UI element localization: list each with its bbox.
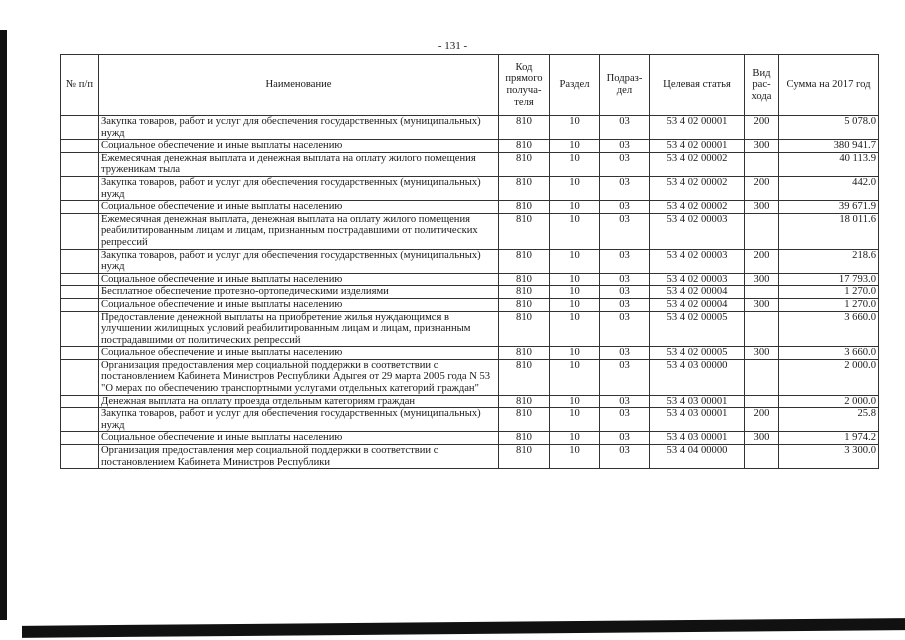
cell-name: Социальное обеспечение и иные выплаты населению	[99, 298, 499, 311]
cell-article: 53 4 02 00002	[650, 201, 745, 214]
cell-code: 810	[499, 445, 550, 469]
cell-expense	[745, 311, 779, 347]
cell-subsection: 03	[600, 286, 650, 299]
cell-expense	[745, 359, 779, 395]
cell-subsection: 03	[600, 395, 650, 408]
cell-article: 53 4 03 00000	[650, 359, 745, 395]
cell-name: Ежемесячная денежная выплата и денежная выплата на оплату жилого помещения труженикам тыла	[99, 152, 499, 176]
cell-sum: 18 011.6	[779, 213, 879, 249]
cell-name: Закупка товаров, работ и услуг для обеспечения государственных (муниципальных) нужд	[99, 408, 499, 432]
cell-num	[61, 408, 99, 432]
cell-code: 810	[499, 395, 550, 408]
cell-num	[61, 116, 99, 140]
cell-num	[61, 432, 99, 445]
cell-code: 810	[499, 116, 550, 140]
header-num: № п/п	[61, 55, 99, 116]
table-row	[61, 201, 879, 214]
cell-name: Социальное обеспечение и иные выплаты населению	[99, 432, 499, 445]
cell-subsection: 03	[600, 445, 650, 469]
table-row	[61, 347, 879, 360]
cell-code: 810	[499, 311, 550, 347]
cell-sum: 3 300.0	[779, 445, 879, 469]
cell-code: 810	[499, 359, 550, 395]
cell-section: 10	[550, 176, 600, 200]
cell-subsection: 03	[600, 347, 650, 360]
cell-code: 810	[499, 201, 550, 214]
cell-name: Ежемесячная денежная выплата, денежная выплата на оплату жилого помещения реабилитированным лицам и лицам, признанным пострадавшими от политических репрессий	[99, 213, 499, 249]
cell-section: 10	[550, 286, 600, 299]
cell-sum: 2 000.0	[779, 359, 879, 395]
cell-expense: 300	[745, 140, 779, 153]
table-row	[61, 432, 879, 445]
cell-subsection: 03	[600, 201, 650, 214]
cell-num	[61, 286, 99, 299]
cell-section: 10	[550, 201, 600, 214]
cell-section: 10	[550, 408, 600, 432]
cell-sum: 442.0	[779, 176, 879, 200]
cell-num	[61, 298, 99, 311]
cell-sum: 380 941.7	[779, 140, 879, 153]
cell-subsection: 03	[600, 408, 650, 432]
cell-article: 53 4 03 00001	[650, 432, 745, 445]
cell-expense	[745, 213, 779, 249]
cell-num	[61, 273, 99, 286]
cell-expense: 200	[745, 116, 779, 140]
cell-name: Социальное обеспечение и иные выплаты населению	[99, 140, 499, 153]
table-row	[61, 445, 879, 469]
cell-name: Денежная выплата на оплату проезда отдельным категориям граждан	[99, 395, 499, 408]
cell-section: 10	[550, 249, 600, 273]
cell-sum: 3 660.0	[779, 311, 879, 347]
cell-article: 53 4 03 00001	[650, 395, 745, 408]
cell-name: Организация предоставления мер социальной поддержки в соответствии с постановлением Кабинета Министров Республики Адыгея от 29 марта 2005 года N 53 "О мерах по обеспечению транспортными услугами отдельных категорий граждан"	[99, 359, 499, 395]
cell-num	[61, 395, 99, 408]
cell-section: 10	[550, 445, 600, 469]
cell-sum: 1 270.0	[779, 286, 879, 299]
cell-name: Социальное обеспечение и иные выплаты населению	[99, 347, 499, 360]
table-row	[61, 395, 879, 408]
page-number: - 131 -	[437, 40, 468, 52]
cell-sum: 1 974.2	[779, 432, 879, 445]
cell-sum: 25.8	[779, 408, 879, 432]
cell-sum: 1 270.0	[779, 298, 879, 311]
cell-sum: 39 671.9	[779, 201, 879, 214]
table-row	[61, 213, 879, 249]
cell-code: 810	[499, 408, 550, 432]
cell-num	[61, 249, 99, 273]
cell-sum: 3 660.0	[779, 347, 879, 360]
cell-article: 53 4 04 00000	[650, 445, 745, 469]
cell-section: 10	[550, 432, 600, 445]
cell-expense: 200	[745, 408, 779, 432]
cell-article: 53 4 02 00003	[650, 249, 745, 273]
cell-expense	[745, 395, 779, 408]
cell-code: 810	[499, 176, 550, 200]
cell-sum: 2 000.0	[779, 395, 879, 408]
scan-edge-bottom	[22, 618, 905, 638]
table-row	[61, 286, 879, 299]
cell-expense: 300	[745, 298, 779, 311]
cell-num	[61, 311, 99, 347]
budget-table	[60, 54, 879, 469]
cell-expense: 300	[745, 273, 779, 286]
cell-section: 10	[550, 347, 600, 360]
table-row	[61, 249, 879, 273]
table-row	[61, 116, 879, 140]
cell-section: 10	[550, 273, 600, 286]
cell-code: 810	[499, 140, 550, 153]
cell-code: 810	[499, 273, 550, 286]
cell-code: 810	[499, 213, 550, 249]
cell-name: Закупка товаров, работ и услуг для обеспечения государственных (муниципальных) нужд	[99, 116, 499, 140]
header-code: Код прямого получа-теля	[499, 55, 550, 116]
header-article: Целевая статья	[650, 55, 745, 116]
cell-name: Предоставление денежной выплаты на приобретение жилья нуждающимся в улучшении жилищных условий реабилитированным лицам и лицам, признанным пострадавшими от политических репрессий	[99, 311, 499, 347]
cell-expense: 200	[745, 176, 779, 200]
cell-subsection: 03	[600, 273, 650, 286]
cell-num	[61, 201, 99, 214]
cell-subsection: 03	[600, 176, 650, 200]
cell-article: 53 4 02 00005	[650, 311, 745, 347]
cell-sum: 40 113.9	[779, 152, 879, 176]
cell-expense: 300	[745, 432, 779, 445]
cell-expense	[745, 152, 779, 176]
header-subsection: Подраз-дел	[600, 55, 650, 116]
header-section: Раздел	[550, 55, 600, 116]
table-row	[61, 176, 879, 200]
cell-sum: 5 078.0	[779, 116, 879, 140]
cell-subsection: 03	[600, 311, 650, 347]
scan-edge-left	[0, 30, 7, 620]
cell-subsection: 03	[600, 359, 650, 395]
cell-article: 53 4 02 00004	[650, 286, 745, 299]
cell-code: 810	[499, 432, 550, 445]
cell-expense	[745, 445, 779, 469]
cell-section: 10	[550, 116, 600, 140]
table-row	[61, 140, 879, 153]
table-row	[61, 273, 879, 286]
cell-article: 53 4 02 00002	[650, 176, 745, 200]
cell-subsection: 03	[600, 116, 650, 140]
cell-subsection: 03	[600, 152, 650, 176]
cell-section: 10	[550, 298, 600, 311]
cell-expense: 300	[745, 347, 779, 360]
cell-code: 810	[499, 152, 550, 176]
cell-section: 10	[550, 213, 600, 249]
cell-num	[61, 359, 99, 395]
cell-subsection: 03	[600, 298, 650, 311]
cell-num	[61, 152, 99, 176]
cell-expense	[745, 286, 779, 299]
cell-sum: 218.6	[779, 249, 879, 273]
cell-code: 810	[499, 347, 550, 360]
cell-subsection: 03	[600, 213, 650, 249]
cell-code: 810	[499, 298, 550, 311]
cell-name: Бесплатное обеспечение протезно-ортопедическими изделиями	[99, 286, 499, 299]
cell-name: Организация предоставления мер социальной поддержки в соответствии с постановлением Кабинета Министров Республики	[99, 445, 499, 469]
cell-name: Социальное обеспечение и иные выплаты населению	[99, 201, 499, 214]
table-row	[61, 152, 879, 176]
table-row	[61, 311, 879, 347]
cell-code: 810	[499, 286, 550, 299]
cell-section: 10	[550, 152, 600, 176]
cell-article: 53 4 02 00001	[650, 116, 745, 140]
cell-code: 810	[499, 249, 550, 273]
cell-article: 53 4 02 00004	[650, 298, 745, 311]
cell-article: 53 4 02 00001	[650, 140, 745, 153]
cell-subsection: 03	[600, 140, 650, 153]
cell-section: 10	[550, 140, 600, 153]
table-row	[61, 298, 879, 311]
cell-expense: 300	[745, 201, 779, 214]
cell-num	[61, 140, 99, 153]
cell-article: 53 4 02 00003	[650, 273, 745, 286]
header-name: Наименование	[99, 55, 499, 116]
cell-section: 10	[550, 395, 600, 408]
cell-subsection: 03	[600, 249, 650, 273]
cell-expense: 200	[745, 249, 779, 273]
cell-num	[61, 445, 99, 469]
cell-section: 10	[550, 359, 600, 395]
cell-name: Социальное обеспечение и иные выплаты населению	[99, 273, 499, 286]
cell-name: Закупка товаров, работ и услуг для обеспечения государственных (муниципальных) нужд	[99, 249, 499, 273]
table-row	[61, 359, 879, 395]
header-sum: Сумма на 2017 год	[779, 55, 879, 116]
cell-article: 53 4 02 00005	[650, 347, 745, 360]
cell-num	[61, 176, 99, 200]
cell-name: Закупка товаров, работ и услуг для обеспечения государственных (муниципальных) нужд	[99, 176, 499, 200]
table-header-row	[61, 55, 879, 116]
cell-subsection: 03	[600, 432, 650, 445]
cell-article: 53 4 03 00001	[650, 408, 745, 432]
cell-article: 53 4 02 00003	[650, 213, 745, 249]
header-expense: Вид рас-хода	[745, 55, 779, 116]
cell-num	[61, 213, 99, 249]
table-body	[61, 116, 879, 469]
cell-section: 10	[550, 311, 600, 347]
cell-num	[61, 347, 99, 360]
cell-article: 53 4 02 00002	[650, 152, 745, 176]
table-row	[61, 408, 879, 432]
cell-sum: 17 793.0	[779, 273, 879, 286]
